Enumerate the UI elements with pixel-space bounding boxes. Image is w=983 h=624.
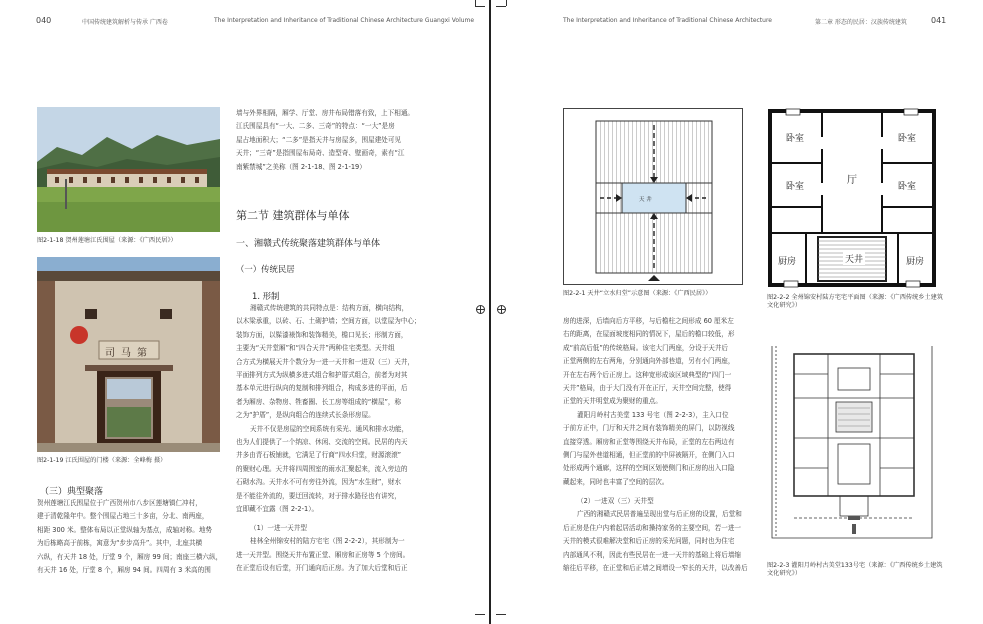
fig-2-2-2-caption: 图2-2-2 全州锦安村陆方宅宅平面图（来源：《广西传统乡土建筑文化研究》） [767, 294, 944, 309]
form-paragraph [236, 302, 421, 517]
text-line: 井多由青石板铺就，它满足了行商“四水归堂，财源滚滚” [236, 451, 402, 460]
village-photo [37, 107, 220, 232]
text-line: 为后栋略高于前栋，寓意为“步步高升”。其中，北座共横 [37, 539, 203, 548]
plan-room-bedroom: 卧室 [898, 134, 917, 144]
text-line: 是不能往外流的，要迂回流转，对于排水路径也有讲究， [236, 491, 401, 500]
text-line: 之为“护厝”，是纵向组合的连续式长条形房屋。 [236, 411, 375, 420]
text-line: 装饰方面，以髹漆裱饰和装饰精美，檐口见长；形制方面， [236, 330, 408, 339]
section-title: 第二节 建筑群体与单体 [236, 209, 350, 222]
text-line: 江氏围屋具有“一大、二多、三奇”的特点：“一大”是房 [236, 122, 395, 131]
plan-room-bedroom: 卧室 [786, 134, 805, 144]
fig-2-2-3-plan [766, 338, 938, 556]
text-line: 天井”格局，由于大门没有开在正厅，天井空间完整，使得 [563, 384, 732, 393]
text-line: 南紫禁城”之美称（图 2-1-18、图 2-1-19） [236, 162, 366, 171]
text-line: 侧门与屋外巷道相通，但正堂前的中屏被隔开，在侧门入口 [563, 451, 735, 460]
text-line: 处形成两个通廊，这样的空间区划使侧门和正房的出入口隐 [563, 464, 735, 473]
plan-133-image [766, 338, 938, 556]
subsection-one-title: 一、湘赣式传统聚落建筑群体与单体 [236, 239, 381, 249]
text-line: 相距 300 米。整体布局以正堂纵轴为基点，成轴对称。地势 [37, 525, 213, 534]
section-three-title: （三）典型聚落 [40, 487, 104, 497]
plan-room-bedroom: 卧室 [786, 182, 805, 192]
text-line: 灌阳月岭村古美堂 133 号宅（图 2-2-3），主入口位 [577, 410, 729, 419]
item-one-title: （一）传统民居 [236, 264, 295, 274]
left-page-number: 040 [36, 16, 52, 25]
text-line: 湘赣式传统建筑的共同特点是：结构方面，横向结构， [250, 304, 409, 312]
text-line: 开在左右两个后正房上。这种宽形成该区域典型的“四门一 [563, 370, 732, 379]
text-line: 石砌水沟。天井水不可有旁往外流，因为“水生财”，财水 [236, 478, 402, 487]
plan-room-bedroom: 卧室 [898, 182, 917, 192]
text-line: 屋占地面积大；“二多”是指天井与房屋多，围屋建处可见 [236, 135, 402, 144]
text-line: 藏起来，同时也丰富了空间的层次。 [563, 477, 669, 486]
text-line: 进一天井型。围绕天井布置正堂、厢房和正房等 5 个房间。 [236, 550, 410, 559]
text-line: 广西的湘赣式民居普遍呈现出堂与后正房的设置，后堂和 [577, 510, 742, 519]
text-line: 也为人们提供了一个纳凉、休闲、交流的空间。民居的内天 [236, 438, 408, 447]
item-form-title: 1. 形制 [252, 291, 280, 301]
gate-plaque-text: 司马第 [105, 348, 153, 359]
text-line: 正堂两侧的左右两角，分别通向外部巷道，另有小门两座， [563, 357, 735, 366]
text-line: 基本单元进行纵向的复制和排列组合，构成多进的平面，后 [236, 384, 408, 393]
text-line: 右的距离，在屋面坡度相同的情况下，屋后的檐口较低，形 [563, 330, 735, 339]
fig-1-18-caption: 图2-1-18 贺州莲塘江氏围屋（来源：《广西民居》） [37, 237, 177, 244]
tianjing-label: 天 井 [639, 197, 652, 203]
right-page-number: 041 [931, 16, 947, 25]
crop-mark [506, 0, 507, 6]
text-line: 缩往后平移，在正堂和后正墙之间增设一窄长的天井，以改善后 [563, 564, 748, 573]
text-line: 后正房是住户内着起居活动和操持家务的主要空间，若一进一 [563, 523, 742, 532]
plan-room-courtyard: 天井 [843, 252, 865, 265]
text-line: 天井不仅是房屋的空间系统有采光、通风和排水功能， [250, 424, 409, 433]
plan-room-kitchen: 厨房 [778, 257, 797, 267]
text-line: 有天井 16 处，厅堂 8 个，厢房 94 间。四周有 3 米高的围 [37, 566, 211, 575]
lower-left-paragraph [37, 497, 222, 577]
village-photo-image [37, 107, 220, 232]
text-line: 桂林全州锦安村的陆方宅宅（图 2-2-2），其形制为一 [250, 537, 405, 546]
page-gutter [489, 0, 491, 624]
text-line: 以木梁承重，以砖、石、土砌护墙；空间方面，以堂屋为中心； [236, 317, 421, 326]
text-line: 贺州莲塘江氏围屋位于广西贺州市八步区莲塘镇仁冲村， [37, 499, 202, 507]
crop-mark [475, 6, 485, 7]
fig-2-2-1-diagram [563, 108, 743, 285]
text-line: 合方式为横展天井个数分为一进一天井和一进双（三）天井， [236, 357, 415, 366]
right-col-top-paragraph [236, 107, 414, 174]
crop-mark [496, 614, 506, 615]
fig-2-2-3-caption: 图2-2-3 灌阳月岭村古美堂133号宅（来源：《广西传统乡土建筑文化研究》） [767, 562, 943, 577]
item-one-one-title: （1）一进一天井型 [250, 524, 307, 532]
text-line: 主要为“天井堂厢”和“四合天井”两种住宅类型。天井组 [236, 344, 395, 353]
text-line: 宜即藏不宜露（图 2-2-1）。 [236, 505, 319, 514]
text-line: 于前方正中，门厅和天井之间有装饰精美的屏门，以防视线 [563, 424, 735, 433]
right-running-head-en: The Interpretation and Inheritance of Traditional Chinese Architecture [563, 17, 772, 24]
text-line: 正堂的天井明堂成为聚财的重点。 [563, 397, 662, 406]
crop-mark [475, 614, 485, 615]
left-running-head-cn: 中国传统建筑解析与传承 广西卷 [82, 19, 168, 26]
fig-2-2-1-caption: 图2-2-1 天井“立水归堂”示意图（来源：《广西民居》） [563, 290, 712, 297]
text-line: 天井的模式很难解决堂和后正房的采光问题，同时也为住宅 [563, 537, 735, 546]
fig-2-2-2-floorplan [766, 107, 938, 289]
item-two-title: （2）一进双（三）天井型 [577, 497, 654, 505]
text-line: 者为厢房、杂物房、牲畜圈、长工房等组成的“横屋”，称 [236, 397, 402, 406]
item-one-one-block [236, 522, 409, 576]
registration-mark-icon [497, 305, 506, 314]
plan-room-hall: 厅 [847, 175, 857, 186]
text-line: 直接穿透。厢房和正堂等围绕天井布局，正堂的左右两边有 [563, 437, 735, 446]
text-line: 房的进深，后墙向后方平移，与后檐柱之间形成 60 厘米左 [563, 317, 734, 325]
text-line: 建于清乾隆年中。整个围屋占地三十多亩，分北、南两座， [37, 512, 209, 521]
text-line: 墙与外界相隔，厢学、厅堂、房井布局错落有致，上下相通。 [236, 109, 415, 117]
text-line: 平面排列方式为纵横多进式组合和护厝式组合，前者为对其 [236, 371, 408, 380]
text-line: 在正堂后设有后堂，开门通向后正房。为了加大后堂和后正 [236, 564, 408, 573]
tianjing-diagram-image [564, 109, 742, 284]
middle-paragraph [563, 315, 734, 489]
right-running-head-cn: 第二章 形态的民居：汉族传统建筑 [815, 19, 907, 26]
text-line: 六纵，有天井 18 处，厅堂 9 个，厢房 99 间；南座三横六纵， [37, 552, 223, 561]
plan-room-kitchen: 厨房 [906, 257, 925, 267]
crop-mark [496, 6, 506, 7]
registration-mark-icon [476, 305, 485, 314]
text-line: 的聚财心理。天井将四周围室的雨水汇聚起来，流入旁边的 [236, 464, 408, 473]
text-line: 内部通风不利，因此有些民居在一进一天井的基础上将后墙缩 [563, 550, 742, 559]
left-running-head-en: The Interpretation and Inheritance of Traditional Chinese Architecture Guangxi Volume [214, 17, 475, 24]
gate-photo [37, 257, 220, 452]
fig-1-19-caption: 图2-1-19 江氏围屋的门楼（来源：全峰梅 摄） [37, 457, 167, 464]
text-line: 天井；“三奇”是指围屋布局奇、造型奇、壁画奇，素有“江 [236, 149, 405, 158]
text-line: 成“前高后低”的传统格局。该宅大门两座，分设于天井后 [563, 343, 729, 352]
item-two-block [563, 495, 748, 575]
